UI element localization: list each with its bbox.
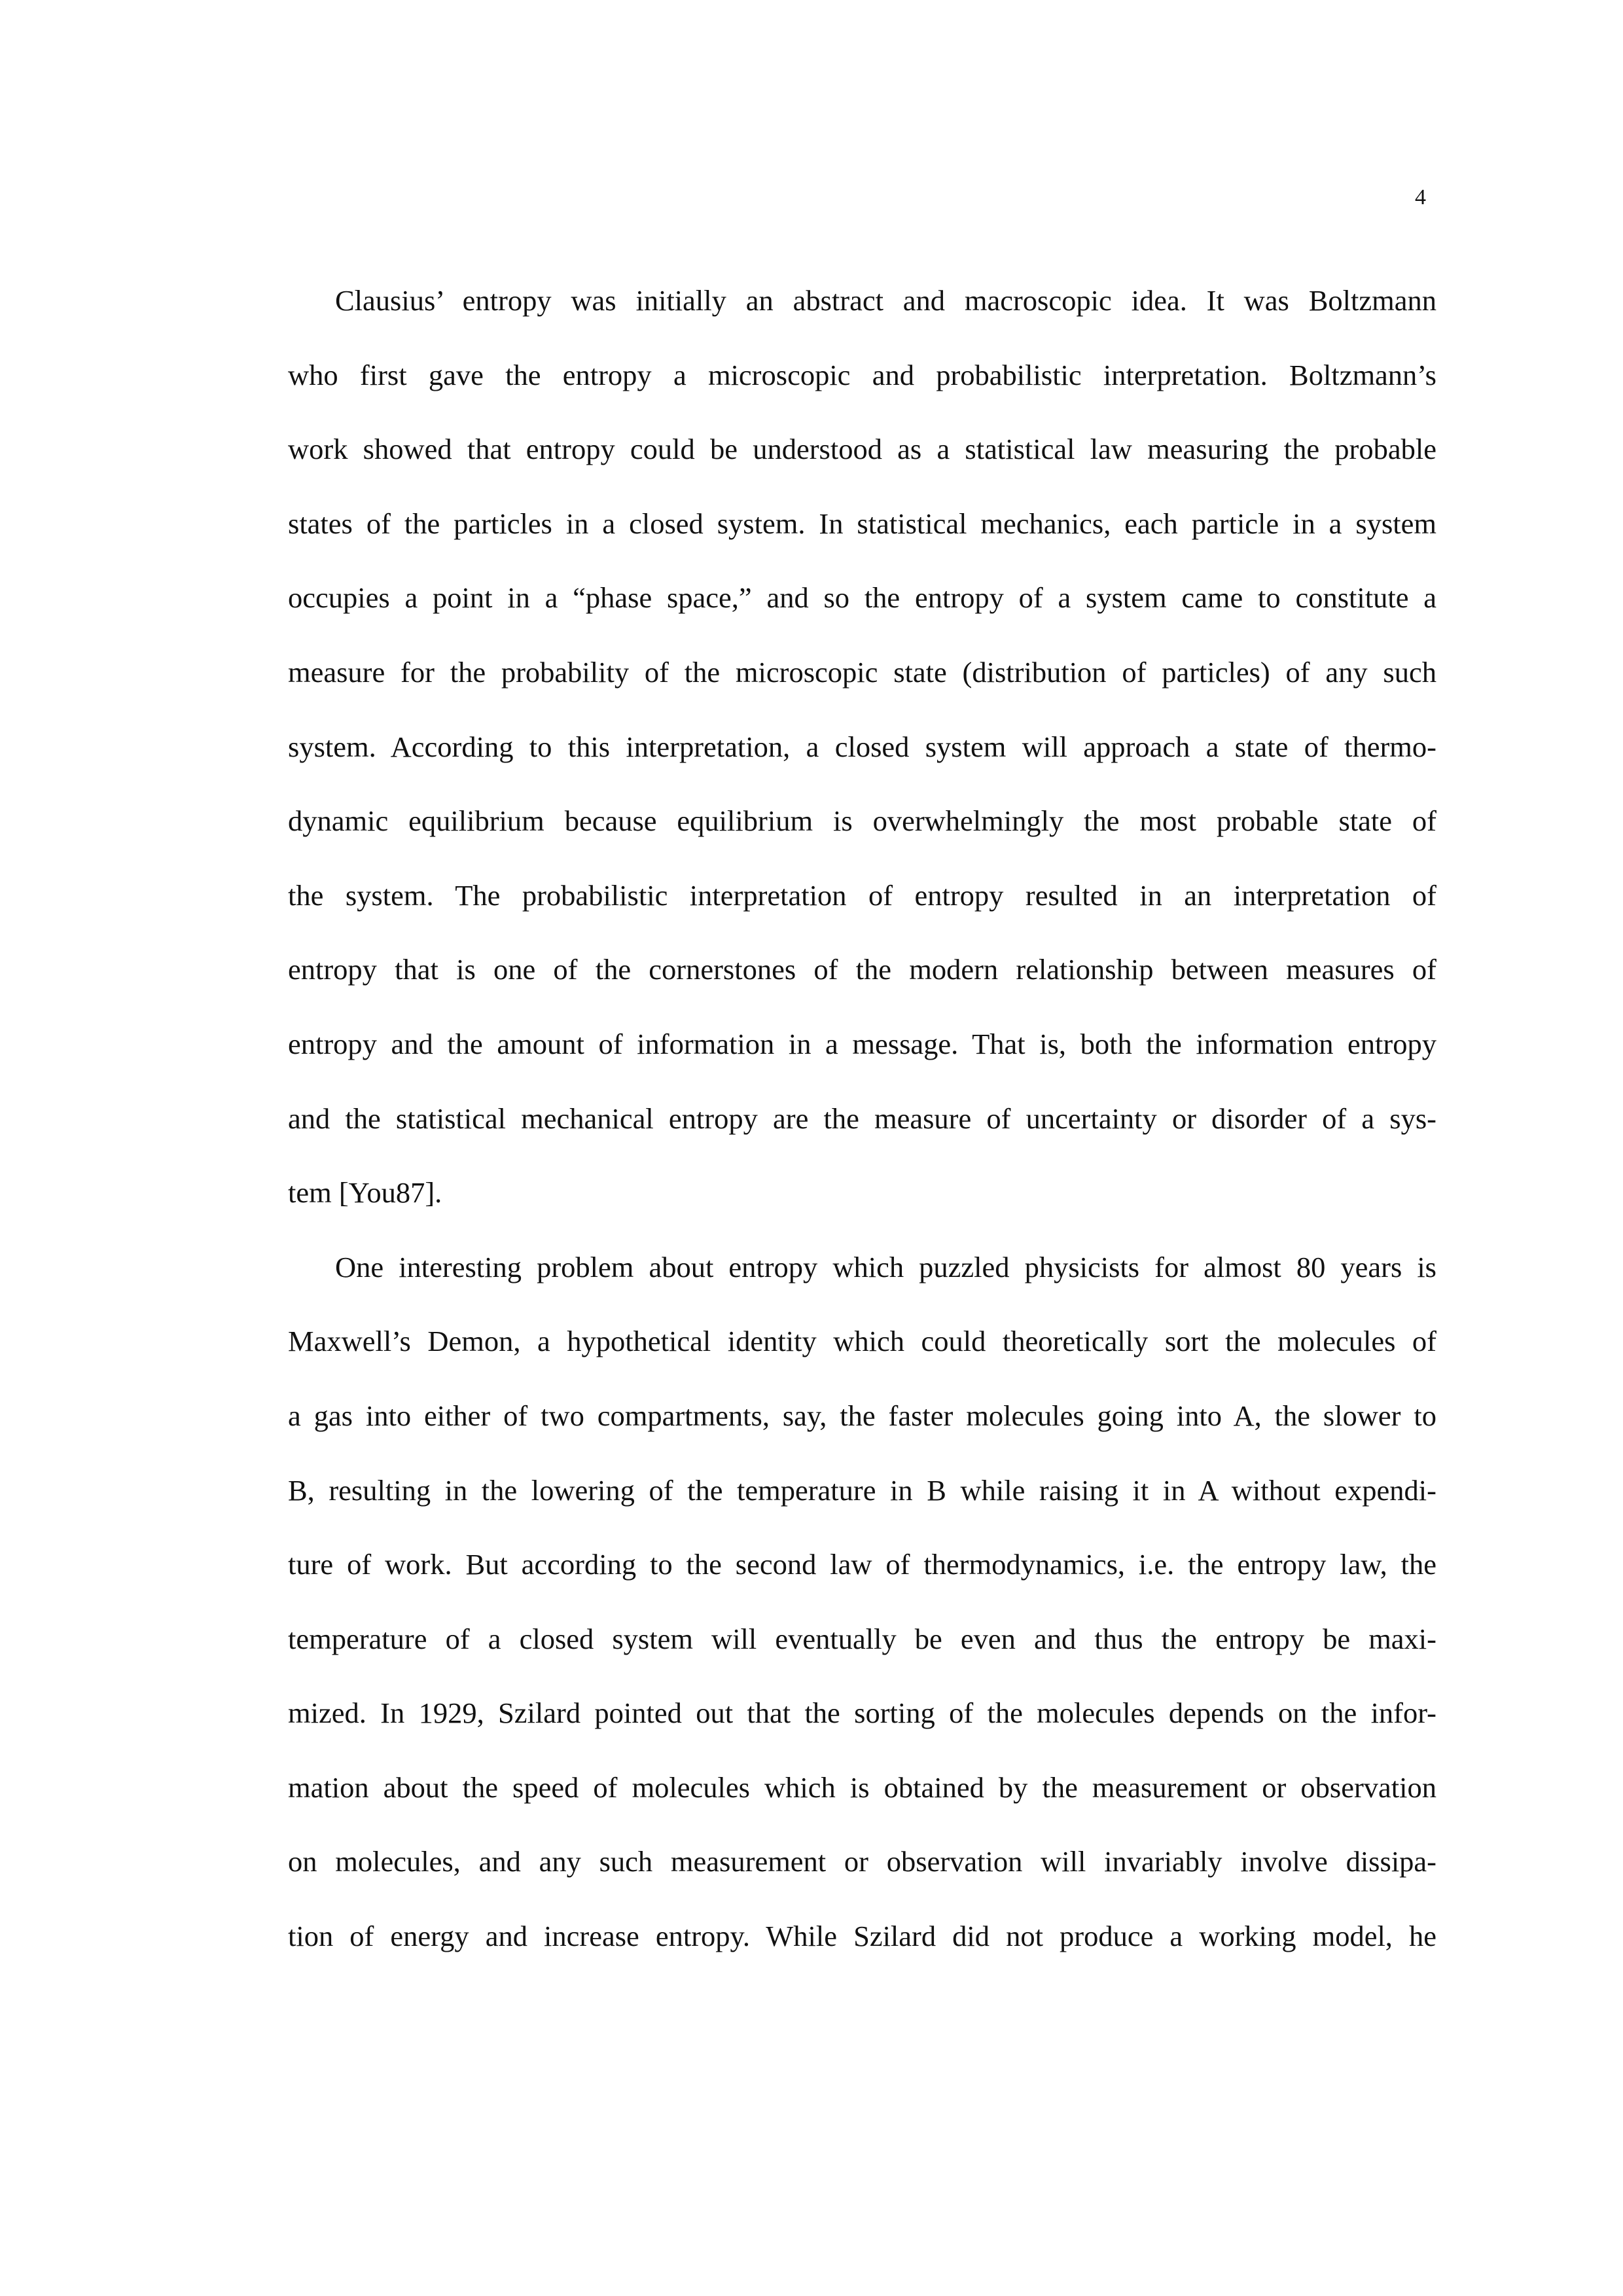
paragraph-line: entropy and the amount of information in a message. That is, both the information entropy xyxy=(288,1027,1436,1060)
paragraph-line: tem [You87]. xyxy=(288,1176,442,1210)
paragraph-line: and the statistical mechanical entropy are the measure of uncertainty or disorder of a sys- xyxy=(288,1102,1436,1135)
paragraph-maxwells-demon xyxy=(288,1230,1436,1974)
paragraph-line: mation about the speed of molecules which is obtained by the measurement or observation xyxy=(288,1770,1436,1804)
paragraph-line: entropy that is one of the cornerstones of the modern relationship between measures of xyxy=(288,953,1436,986)
body-text xyxy=(288,264,1436,1974)
paragraph-line: One interesting problem about entropy which puzzled physicists for almost 80 years is xyxy=(335,1250,1436,1283)
paragraph-line: measure for the probability of the microscopic state (distribution of particles) of any such xyxy=(288,655,1436,689)
paragraph-line: states of the particles in a closed system. In statistical mechanics, each particle in a system xyxy=(288,507,1436,540)
paragraph-line: Clausius’ entropy was initially an abstract and macroscopic idea. It was Boltzmann xyxy=(335,284,1436,317)
page-number: 4 xyxy=(1415,185,1426,209)
paragraph-line: mized. In 1929, Szilard pointed out that the sorting of the molecules depends on the infor- xyxy=(288,1696,1436,1730)
paragraph-line: who first gave the entropy a microscopic and probabilistic interpretation. Boltzmann’s xyxy=(288,358,1436,391)
paragraph-line: the system. The probabilistic interpretation of entropy resulted in an interpretation of xyxy=(288,878,1436,912)
paragraph-line: on molecules, and any such measurement or observation will invariably involve dissipa- xyxy=(288,1845,1436,1878)
paragraph-line: Maxwell’s Demon, a hypothetical identity which could theoretically sort the molecules of xyxy=(288,1325,1436,1358)
paragraph-entropy-interpretation xyxy=(288,264,1436,1230)
paragraph-line: temperature of a closed system will eventually be even and thus the entropy be maxi- xyxy=(288,1622,1436,1655)
paragraph-line: system. According to this interpretation, a closed system will approach a state of thermo- xyxy=(288,730,1436,763)
paragraph-line: B, resulting in the lowering of the temperature in B while raising it in A without expendi- xyxy=(288,1473,1436,1507)
paragraph-line: dynamic equilibrium because equilibrium is overwhelmingly the most probable state of xyxy=(288,804,1436,838)
paragraph-line: occupies a point in a “phase space,” and so the entropy of a system came to constitute a xyxy=(288,581,1436,615)
paragraph-line: ture of work. But according to the second law of thermodynamics, i.e. the entropy law, the xyxy=(288,1548,1436,1581)
paragraph-line: work showed that entropy could be understood as a statistical law measuring the probable xyxy=(288,433,1436,466)
paragraph-line: a gas into either of two compartments, say, the faster molecules going into A, the slower to xyxy=(288,1399,1436,1432)
paragraph-line: tion of energy and increase entropy. While Szilard did not produce a working model, he xyxy=(288,1920,1436,1953)
